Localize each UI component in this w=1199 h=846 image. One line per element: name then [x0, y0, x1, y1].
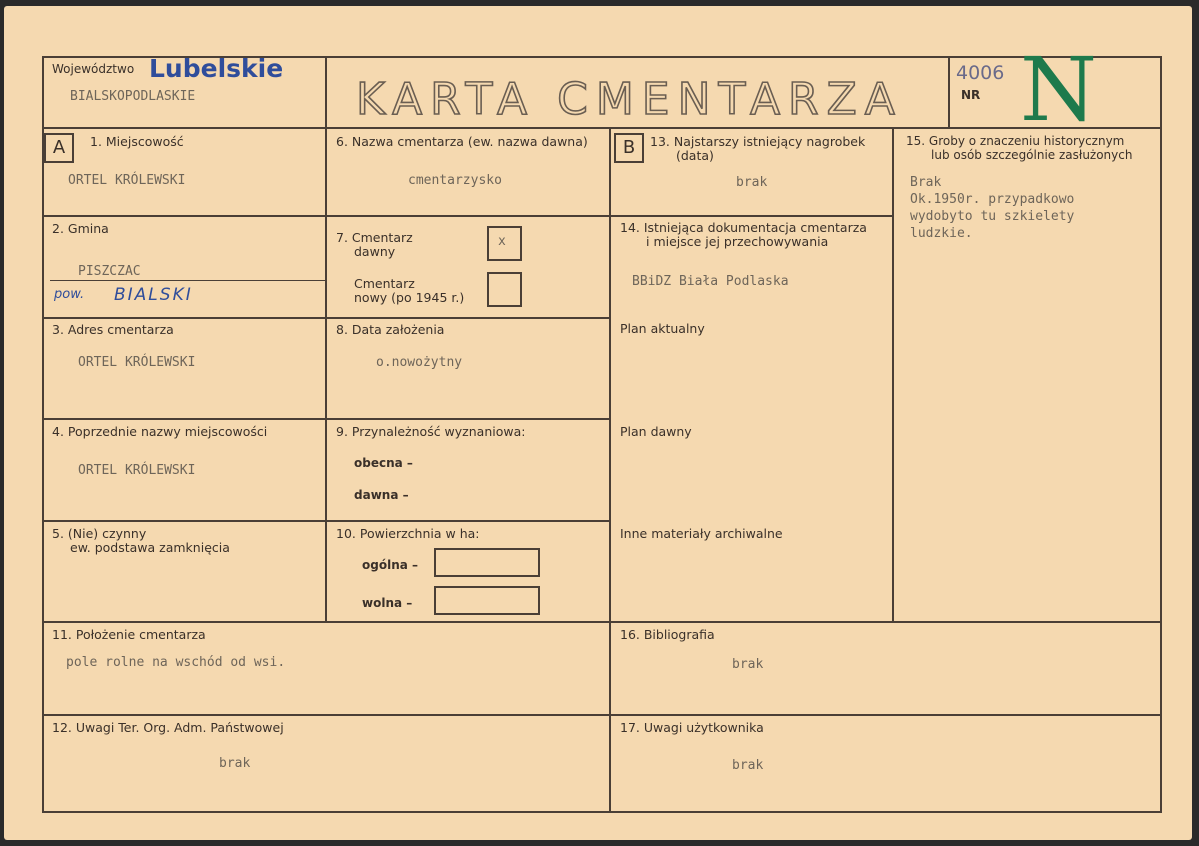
cemetery-record-card: [4, 6, 1192, 840]
col-line-3: [892, 127, 894, 622]
field-13-value: brak: [736, 175, 768, 190]
field-14-value: BBiDZ Biała Podlaska: [632, 274, 789, 289]
row-line-lower-1: [42, 621, 1162, 623]
nr-label: NR: [961, 88, 981, 102]
field-15-sublabel: lub osób szczególnie zasłużonych: [931, 148, 1133, 162]
gmina-underline: [50, 280, 325, 281]
field-7-nowy-sublabel: nowy (po 1945 r.): [354, 290, 465, 305]
category-letter-mark: N: [1020, 38, 1097, 141]
field-9-label: 9. Przynależność wyznaniowa:: [336, 424, 526, 439]
wojewodztwo-typed: BIALSKOPODLASKIE: [70, 89, 196, 104]
field-7-dawny-label: dawny: [354, 244, 396, 259]
field-11-label: 11. Położenie cmentarza: [52, 627, 206, 642]
field-15-value-line4: ludzkie.: [910, 226, 973, 241]
field-10-ogolna-label: ogólna –: [362, 558, 419, 572]
field-1-value: ORTEL KRÓLEWSKI: [68, 173, 186, 188]
frame-left: [42, 56, 44, 813]
field-15-value-line2: Ok.1950r. przypadkowo: [910, 192, 1075, 207]
row-line-b4: [325, 520, 609, 522]
field-10-wolna-label: wolna –: [362, 596, 413, 610]
field-8-value: o.nowożytny: [376, 355, 463, 370]
row-line-a4: [42, 520, 325, 522]
row-line-a3: [42, 418, 325, 420]
field-7-nowy-label: Cmentarz: [354, 276, 415, 291]
field-4-value: ORTEL KRÓLEWSKI: [78, 463, 196, 478]
field-6-value: cmentarzysko: [408, 173, 502, 188]
field-15-value-line3: wydobyto tu szkielety: [910, 209, 1075, 224]
area-free-field[interactable]: [434, 586, 540, 615]
frame-right: [1160, 56, 1162, 813]
section-letter-a: A: [44, 133, 74, 163]
plan-aktualny-label: Plan aktualny: [620, 321, 705, 336]
header-vline-2: [948, 56, 950, 129]
row-line-a1: [42, 215, 325, 217]
field-5-sublabel: ew. podstawa zamknięcia: [70, 540, 230, 555]
field-2-value: PISZCZAC: [78, 264, 141, 279]
card-title: KARTA CMENTARZA: [356, 74, 903, 125]
field-17-value: brak: [732, 758, 764, 773]
frame-bottom: [42, 811, 1162, 813]
field-6-label: 6. Nazwa cmentarza (ew. nazwa dawna): [336, 134, 588, 149]
row-line-b3: [325, 418, 609, 420]
card-number-handwritten: 4006: [956, 62, 1005, 84]
field-13-sublabel: (data): [676, 148, 714, 163]
inne-materialy-label: Inne materiały archiwalne: [620, 526, 783, 541]
field-13-label: 13. Najstarszy istniejący nagrobek: [650, 134, 866, 149]
field-7-label: 7. Cmentarz: [336, 230, 413, 245]
field-8-label: 8. Data założenia: [336, 322, 445, 337]
field-14-label: 14. Istniejąca dokumentacja cmentarza: [620, 220, 867, 235]
row-line-b2: [325, 317, 609, 319]
field-3-value: ORTEL KRÓLEWSKI: [78, 355, 196, 370]
field-10-label: 10. Powierzchnia w ha:: [336, 526, 480, 541]
field-3-label: 3. Adres cmentarza: [52, 322, 174, 337]
field-2-label: 2. Gmina: [52, 221, 109, 236]
field-11-value: pole rolne na wschód od wsi.: [66, 655, 286, 670]
powiat-value: BIALSKI: [114, 285, 193, 305]
field-1-label: 1. Miejscowość: [90, 134, 184, 149]
row-line-lower-2: [42, 714, 1162, 716]
row-line-b1: [325, 215, 609, 217]
field-9-obecna: obecna –: [354, 456, 413, 470]
field-5-label: 5. (Nie) czynny: [52, 526, 147, 541]
section-letter-b: B: [614, 133, 644, 163]
wojewodztwo-stamp: Lubelskie: [149, 54, 284, 83]
field-12-value: brak: [219, 756, 251, 771]
checkbox-cmentarz-nowy[interactable]: [487, 272, 522, 307]
field-4-label: 4. Poprzednie nazwy miejscowości: [52, 424, 268, 439]
row-line-c1: [609, 215, 892, 217]
col-line-2: [609, 127, 611, 813]
field-15-label: 15. Groby o znaczeniu historycznym: [906, 134, 1125, 148]
header-divider: [42, 127, 1162, 129]
row-line-a2: [42, 317, 325, 319]
field-9-dawna: dawna –: [354, 488, 409, 502]
field-15-value-line1: Brak: [910, 175, 942, 190]
field-12-label: 12. Uwagi Ter. Org. Adm. Państwowej: [52, 720, 284, 735]
field-16-label: 16. Bibliografia: [620, 627, 715, 642]
area-total-field[interactable]: [434, 548, 540, 577]
checkbox-cmentarz-dawny[interactable]: [487, 226, 522, 261]
plan-dawny-label: Plan dawny: [620, 424, 692, 439]
field-16-value: brak: [732, 657, 764, 672]
powiat-prefix: pow.: [54, 287, 85, 302]
field-14-sublabel: i miejsce jej przechowywania: [646, 234, 829, 249]
checkbox-mark: x: [498, 234, 506, 249]
col-line-1: [325, 127, 327, 622]
wojewodztwo-label: Województwo: [52, 62, 135, 76]
field-17-label: 17. Uwagi użytkownika: [620, 720, 764, 735]
header-vline-1: [325, 56, 327, 129]
